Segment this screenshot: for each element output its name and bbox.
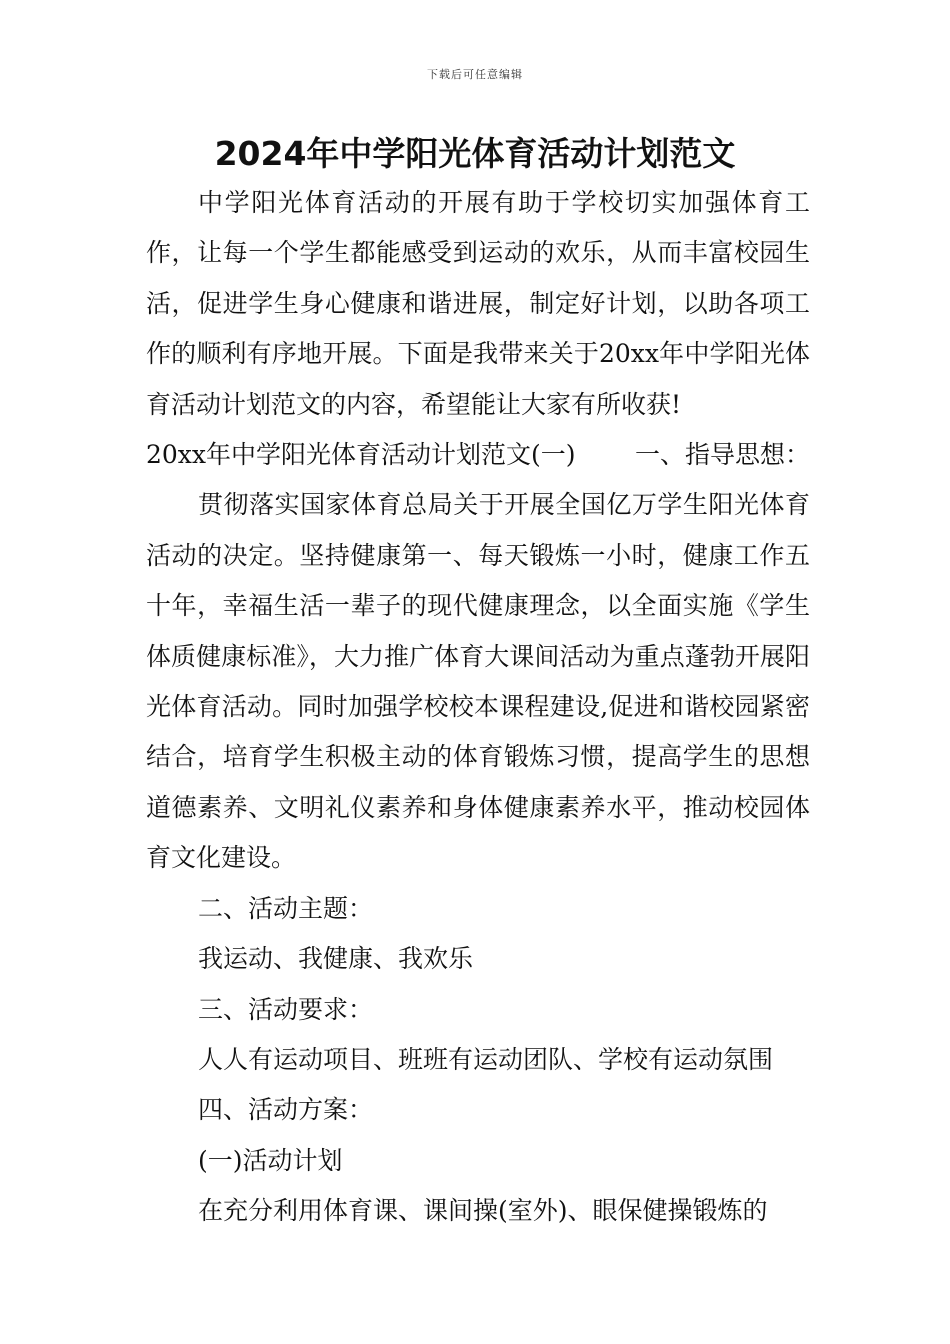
header-note: 下载后可任意编辑 (427, 68, 523, 81)
section3-heading: 三、活动要求： (198, 994, 374, 1024)
document-body (146, 178, 810, 1237)
section3-body: 人人有运动项目、班班有运动团队、学校有运动氛围 (198, 1044, 774, 1074)
section1-paragraph: 贯彻落实国家体育总局关于开展全国亿万学生阳光体育活动的决定。坚持健康第一、每天锻炼一小时，健康工作五十年，幸福生活一辈子的现代健康理念，以全面实施《学生体质健康标准》，大力推广体育大课间活动为重点蓬勃开展阳光体育活动。同时加强学校校本课程建设,促进和谐校园紧密结合，培育学生积极主动的体育锻炼习惯，提高学生的思想道德素养、文明礼仪素养和身体健康素养水平，推动校园体育文化建设。 (146, 490, 810, 873)
section2-heading: 二、活动主题： (198, 893, 374, 923)
subtitle: 20xx年中学阳光体育活动计划范文(一) (146, 440, 576, 470)
section4-sub1-body: 在充分利用体育课、课间操(室外)、眼保健操锻炼的 (198, 1196, 768, 1226)
section4-sub1-heading: (一)活动计划 (198, 1145, 343, 1175)
document-title: 2024年中学阳光体育活动计划范文 (214, 134, 736, 173)
section1-heading: 一、指导思想： (634, 440, 810, 470)
section2-body: 我运动、我健康、我欢乐 (198, 944, 474, 974)
intro-paragraph: 中学阳光体育活动的开展有助于学校切实加强体育工作，让每一个学生都能感受到运动的欢乐，从而丰富校园生活，促进学生身心健康和谐进展，制定好计划，以助各项工作的顺利有序地开展。下面是我带来关于20xx年中学阳光体育活动计划范文的内容，希望能让大家有所收获! (146, 188, 810, 419)
section4-heading: 四、活动方案： (198, 1095, 374, 1125)
subtitle-line (146, 430, 810, 480)
